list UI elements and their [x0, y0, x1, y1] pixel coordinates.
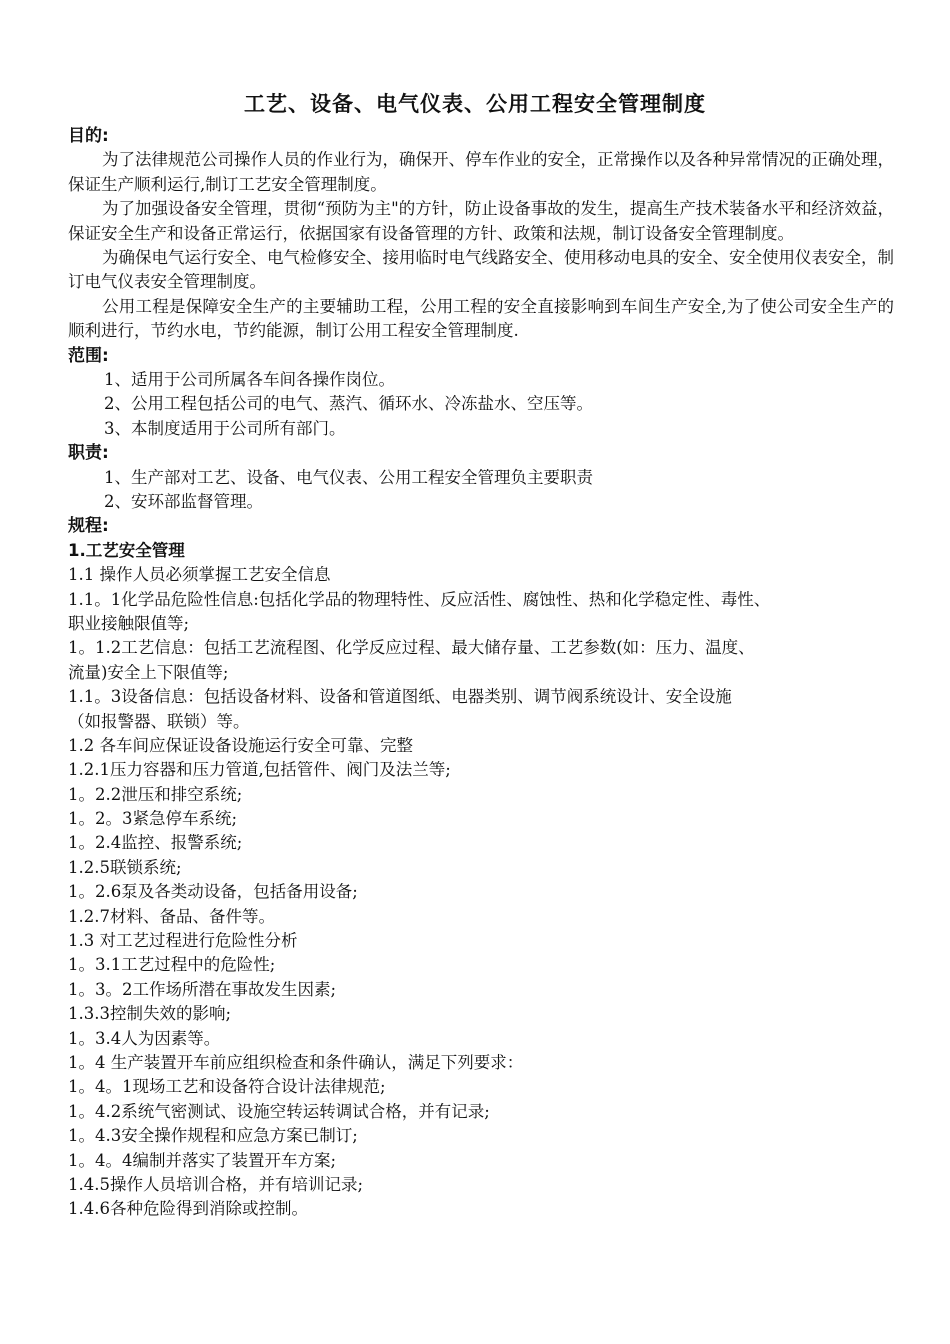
rule-line: 1。3.1工艺过程中的危险性; — [68, 955, 276, 975]
rule-line: 1。2.4监控、报警系统; — [68, 833, 243, 853]
rule-line: 1.4.5操作人员培训合格，并有培训记录; — [68, 1174, 364, 1194]
rule-line: 1.1。1化学品危险性信息:包括化学品的物理特性、反应活性、腐蚀性、热和化学稳定性、毒性、 — [68, 589, 771, 609]
scope-heading: 范围: — [68, 345, 109, 366]
document-body — [68, 124, 894, 1222]
rule-line: 1。4.3安全操作规程和应急方案已制订; — [68, 1126, 358, 1146]
section-title: 1.工艺安全管理 — [68, 540, 185, 560]
duty-item: 2、安环部监督管理。 — [104, 491, 263, 511]
rule-line: 1.2.1压力容器和压力管道,包括管件、阀门及法兰等; — [68, 760, 451, 780]
rule-line: 1。4。4编制并落实了装置开车方案; — [68, 1150, 337, 1170]
rule-line: 1。4 生产装置开车前应组织检查和条件确认，满足下列要求： — [68, 1052, 524, 1072]
scope-item: 1、适用于公司所属各车间各操作岗位。 — [104, 370, 395, 390]
scope-item: 2、公用工程包括公司的电气、蒸汽、循环水、冷冻盐水、空压等。 — [104, 394, 593, 414]
rule-line: 流量)安全上下限值等; — [68, 662, 229, 682]
rules-list — [68, 563, 894, 1222]
rule-line: 1。2.6泵及各类动设备，包括备用设备; — [68, 882, 358, 902]
purpose-paragraph: 公用工程是保障安全生产的主要辅助工程，公用工程的安全直接影响到车间生产安全,为了使公司安全生产的顺利进行，节约水电，节约能源，制订公用工程安全管理制度. — [68, 296, 894, 341]
purpose-paragraph: 为了加强设备安全管理，贯彻“预防为主"的方针，防止设备事故的发生，提高生产技术装备水平和经济效益，保证安全生产和设备正常运行，依据国家有设备管理的方针、政策和法规，制订设备安全管理制度。 — [68, 199, 894, 243]
rule-line: 1。4.2系统气密测试、设施空转运转调试合格，并有记录; — [68, 1101, 490, 1121]
rule-line: 1。3。2工作场所潜在事故发生因素; — [68, 979, 337, 999]
rule-line: 1.2.5联锁系统; — [68, 857, 182, 877]
rule-line: 1.2 各车间应保证设备设施运行安全可靠、完整 — [68, 735, 413, 755]
purpose-paragraph: 为了法律规范公司操作人员的作业行为，确保开、停车作业的安全，正常操作以及各种异常情况的正确处理，保证生产顺利运行,制订工艺安全管理制度。 — [68, 150, 894, 194]
rules-heading: 规程: — [68, 516, 109, 537]
document-title: 工艺、设备、电气仪表、公用工程安全管理制度 — [244, 92, 706, 116]
rule-line: 1.4.6各种危险得到消除或控制。 — [68, 1199, 308, 1219]
rule-line: 职业接触限值等; — [68, 613, 190, 633]
purpose-paragraph: 为确保电气运行安全、电气检修安全、接用临时电气线路安全、使用移动电具的安全、安全使用仪表安全，制订电气仪表安全管理制度。 — [68, 248, 894, 292]
duty-heading: 职责: — [68, 443, 109, 464]
rule-line: 1.3 对工艺过程进行危险性分析 — [68, 931, 298, 951]
rule-line: 1。4。1现场工艺和设备符合设计法律规范; — [68, 1077, 386, 1097]
duty-item: 1、生产部对工艺、设备、电气仪表、公用工程安全管理负主要职责 — [104, 467, 593, 487]
rule-line: 1.1。3设备信息：包括设备材料、设备和管道图纸、电器类别、调节阀系统设计、安全设施 — [68, 687, 732, 707]
purpose-heading: 目的: — [68, 126, 109, 146]
rule-line: 1.3.3控制失效的影响; — [68, 1004, 232, 1024]
rule-line: 1。1.2工艺信息：包括工艺流程图、化学反应过程、最大储存量、工艺参数(如：压力、温度、 — [68, 638, 755, 658]
rule-line: 1.1 操作人员必须掌握工艺安全信息 — [68, 565, 331, 585]
rule-line: 1。2.2泄压和排空系统; — [68, 784, 243, 804]
scope-item: 3、本制度适用于公司所有部门。 — [104, 418, 346, 438]
rule-line: （如报警器、联锁）等。 — [68, 711, 250, 731]
rule-line: 1。3.4人为因素等。 — [68, 1028, 221, 1048]
rule-line: 1.2.7材料、备品、备件等。 — [68, 906, 275, 926]
rule-line: 1。2。3紧急停车系统; — [68, 809, 238, 829]
